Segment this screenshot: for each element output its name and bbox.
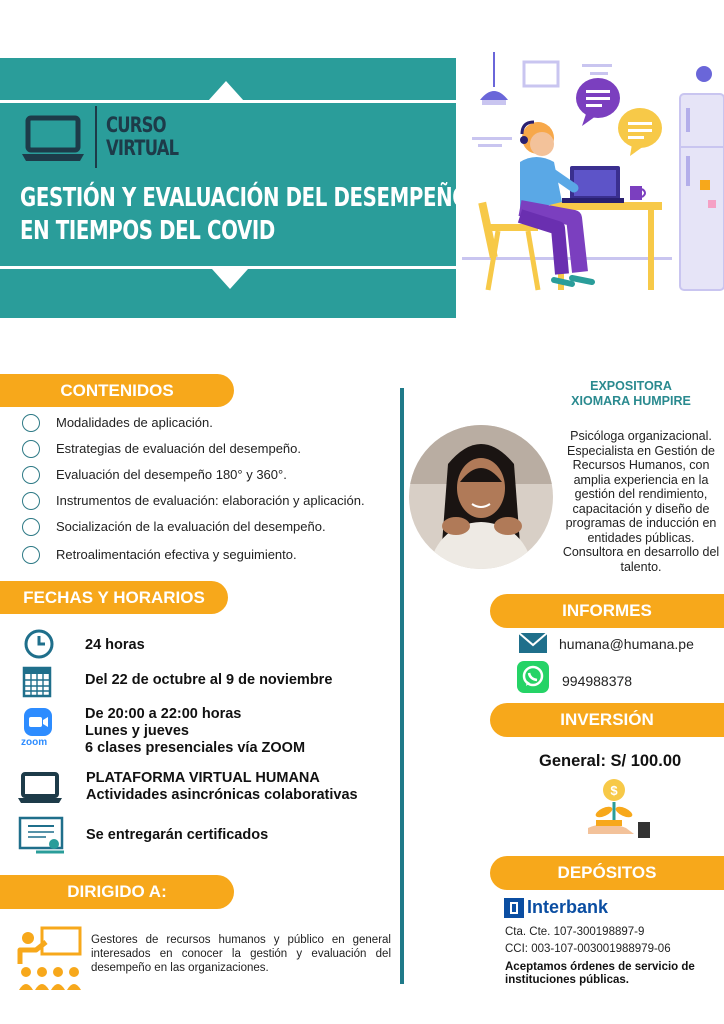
check-circle-icon — [22, 440, 40, 458]
certificates-note: Se entregarán certificados — [86, 827, 269, 843]
check-circle-icon — [22, 518, 40, 536]
clock-icon — [23, 628, 55, 660]
course-label: CURSO VIRTUAL — [106, 113, 179, 160]
speaker-heading: EXPOSITORA XIOMARA HUMPIRE — [571, 379, 691, 408]
whatsapp-icon — [517, 661, 549, 693]
informes-heading: INFORMES — [490, 594, 724, 628]
speaker-bio: Psicóloga organizacional. Especialista en Gestión de Recursos Humanos, con amplia experiencia en la gestión del rendimiento, capacitación y diseño de programas de inducción en entidades públicas. Consultora en desarrollo del talento. — [562, 429, 720, 574]
contact-email[interactable]: humana@humana.pe — [559, 636, 694, 652]
laptop-icon — [20, 114, 86, 164]
fechas-heading: FECHAS Y HORARIOS — [0, 581, 228, 614]
course-label-divider — [95, 106, 97, 168]
course-schedule: De 20:00 a 22:00 horas Lunes y jueves 6 clases presenciales vía ZOOM — [85, 706, 306, 756]
speaker-photo — [408, 424, 554, 570]
envelope-icon — [518, 632, 548, 654]
certificate-icon — [16, 814, 68, 858]
platform-info: PLATAFORMA VIRTUAL HUMANA Actividades asincrónicas colaborativas — [86, 770, 358, 803]
bank-name: Interbank — [527, 897, 609, 917]
course-title: GESTIÓN Y EVALUACIÓN DEL DESEMPEÑO EN TIEMPOS DEL COVID — [20, 183, 469, 246]
bank-account: Cta. Cte. 107-300198897-9 — [505, 926, 645, 938]
calendar-icon — [22, 664, 52, 698]
contact-phone[interactable]: 994988378 — [562, 673, 633, 689]
contenidos-heading: CONTENIDOS — [0, 374, 234, 407]
audience-presentation-icon — [16, 924, 84, 994]
check-circle-icon — [22, 414, 40, 432]
money-plant-icon — [586, 776, 656, 842]
dirigido-heading: DIRIGIDO A: — [0, 875, 234, 909]
inversion-heading: INVERSIÓN — [490, 703, 724, 737]
price: General: S/ 100.00 — [539, 752, 682, 770]
zoom-label: zoom — [21, 737, 48, 748]
svg-text:$: $ — [610, 783, 618, 798]
audience-description: Gestores de recursos humanos y público en general interesados en conocer la gestión y evaluación del desempeño en las organizaciones. — [91, 934, 391, 974]
interbank-logo-icon — [504, 898, 524, 918]
column-divider — [400, 388, 404, 984]
depositos-heading: DEPÓSITOS — [490, 856, 724, 890]
banner-bottom-notch — [212, 269, 248, 289]
course-hours: 24 horas — [85, 637, 145, 653]
remote-worker-illustration — [462, 52, 724, 296]
bank-cci: CCI: 003-107-003001988979-06 — [505, 943, 671, 955]
check-circle-icon — [22, 546, 40, 564]
zoom-icon — [24, 708, 54, 736]
banner-top-notch — [208, 81, 244, 101]
check-circle-icon — [22, 492, 40, 510]
payment-note: Aceptamos órdenes de servicio de instituciones públicas. — [505, 961, 695, 986]
hero-banner — [0, 58, 469, 318]
laptop-icon — [17, 772, 63, 804]
course-dates: Del 22 de octubre al 9 de noviembre — [85, 672, 333, 688]
check-circle-icon — [22, 466, 40, 484]
